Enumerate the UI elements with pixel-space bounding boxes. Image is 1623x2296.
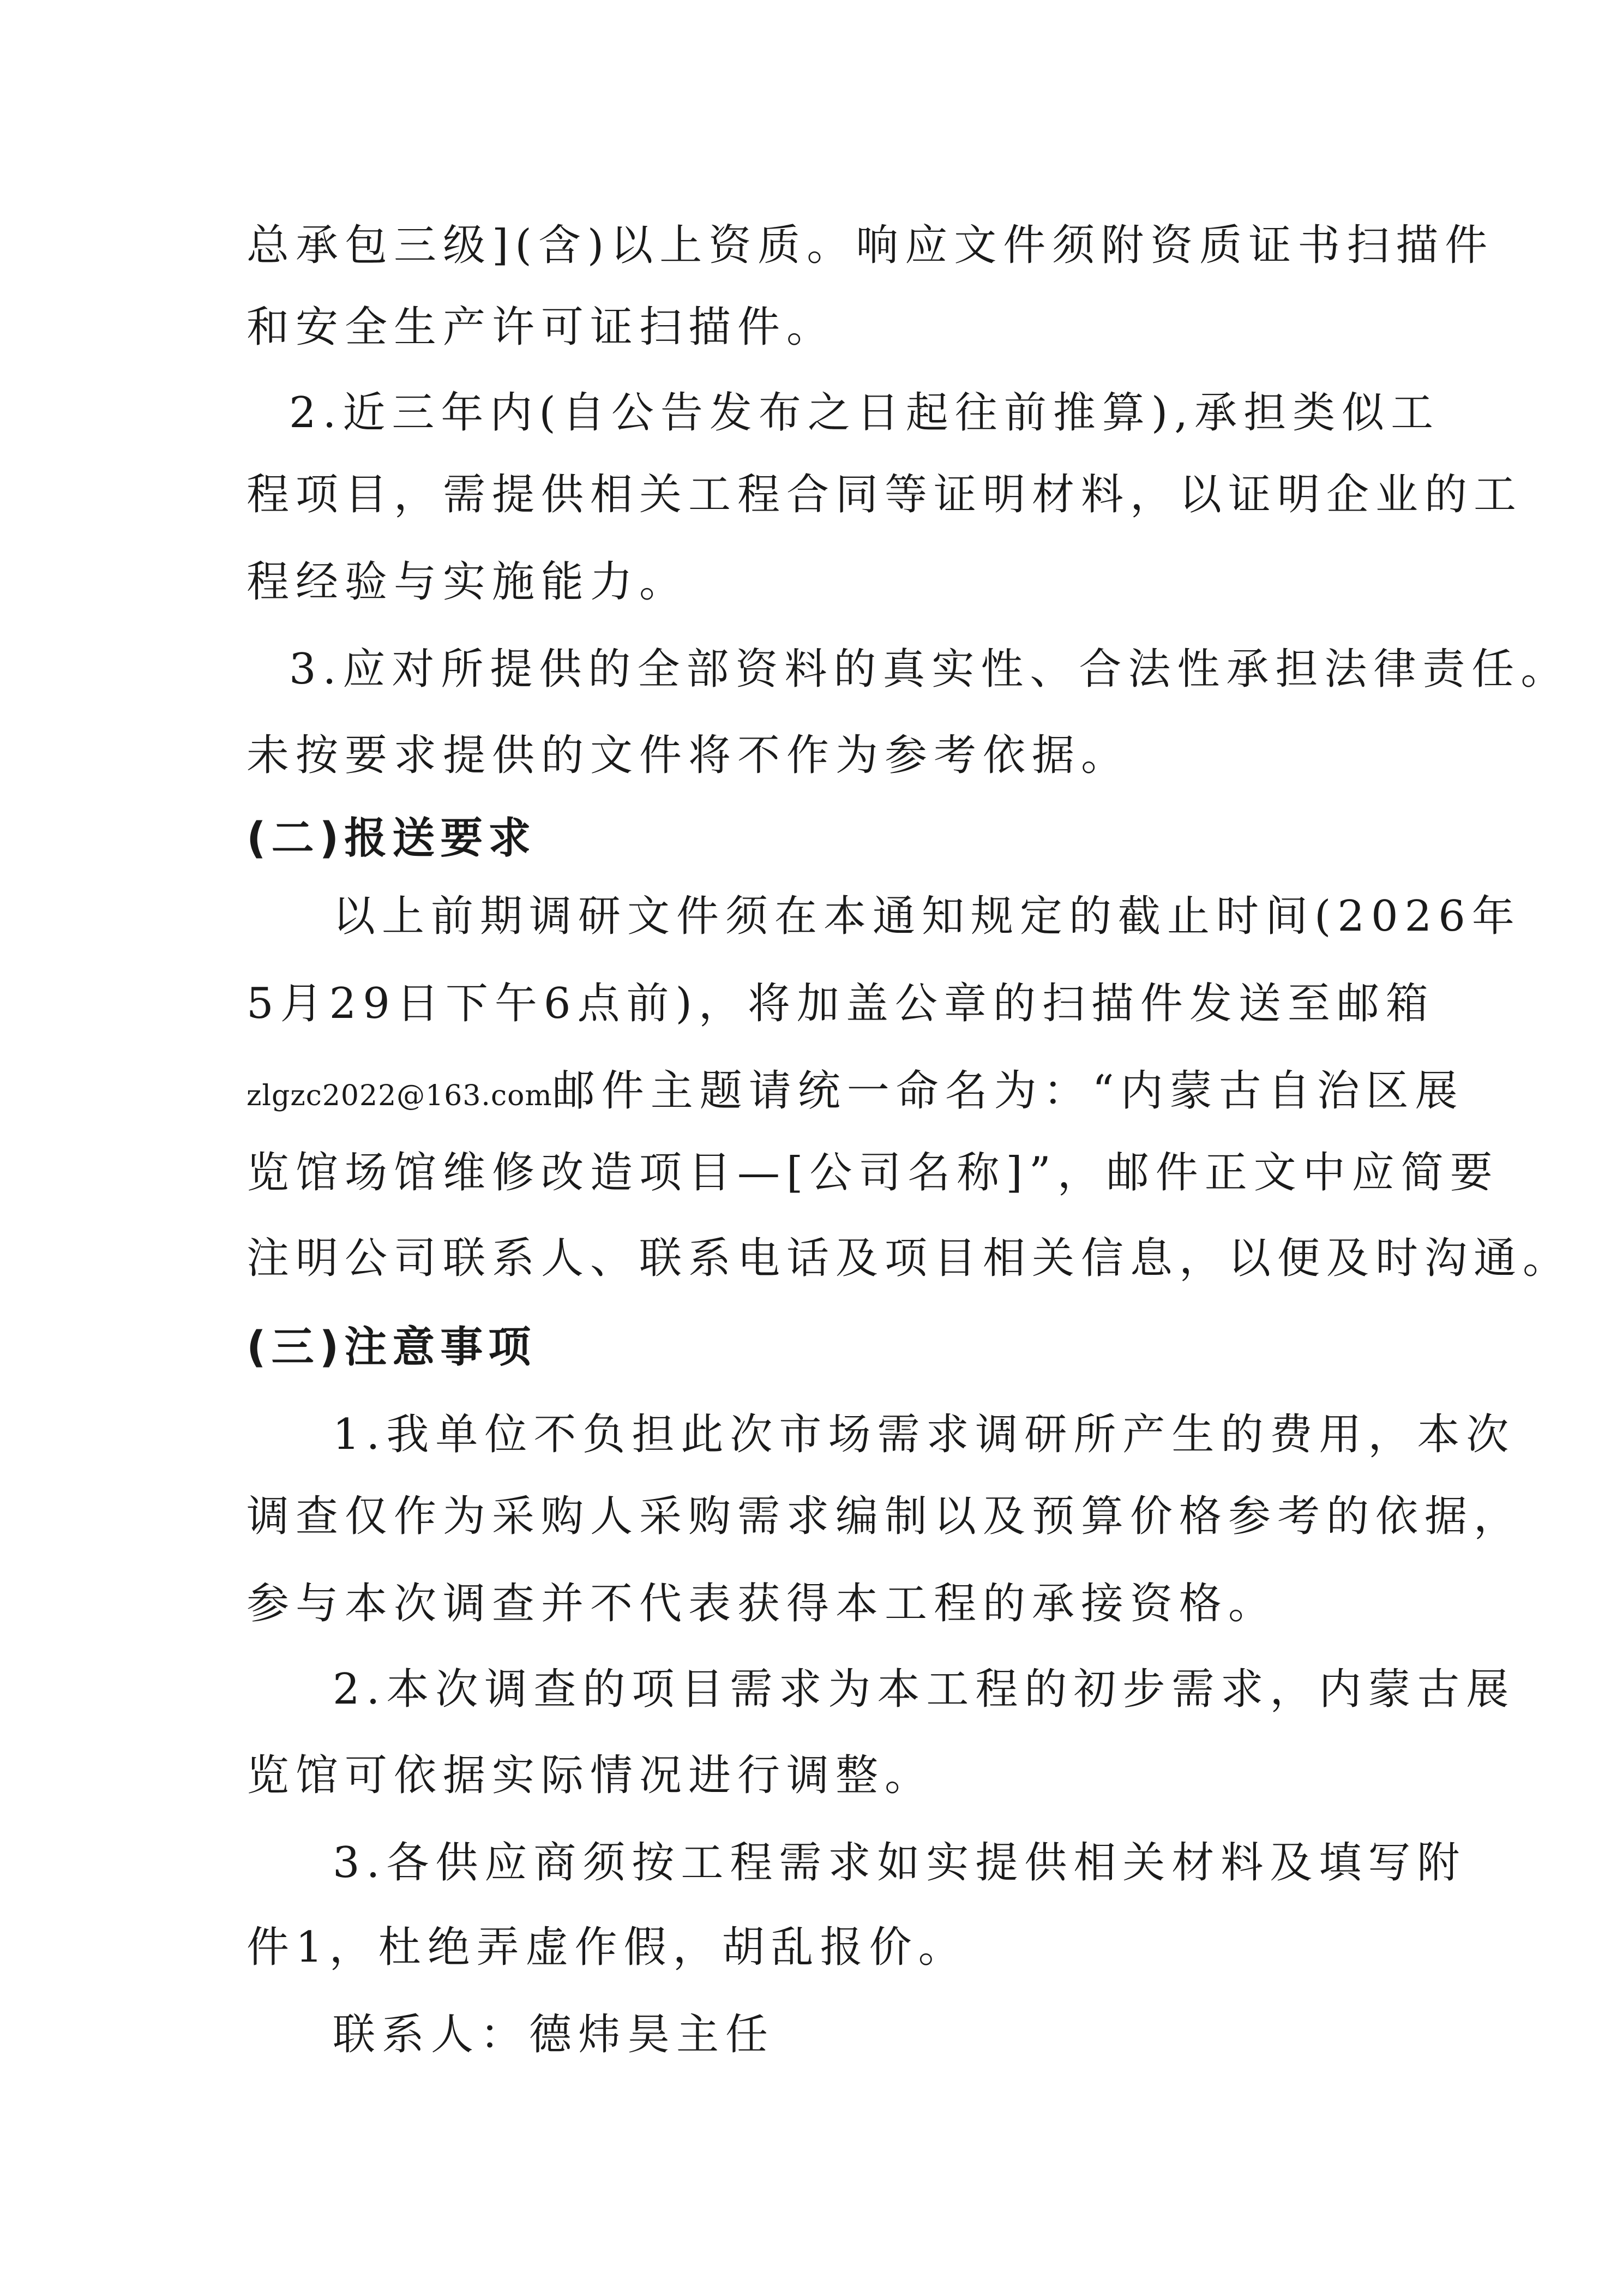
paragraph-line: 程项目，需提供相关工程合同等证明材料，以证明企业的工	[247, 470, 1523, 519]
paragraph-line: 1.我单位不负担此次市场需求调研所产生的费用，本次	[333, 1410, 1516, 1459]
paragraph-line: 以上前期调研文件须在本通知规定的截止时间(2026年	[333, 892, 1521, 941]
paragraph-line: 3.应对所提供的全部资料的真实性、合法性承担法律责任。	[289, 645, 1570, 694]
paragraph-line: 览馆场馆维修改造项目—[公司名称]”，邮件正文中应简要	[247, 1148, 1499, 1197]
paragraph-line: 参与本次调查并不代表获得本工程的承接资格。	[247, 1579, 1278, 1628]
email-line-text: 邮件主题请统一命名为：“内蒙古自治区展	[552, 1066, 1464, 1116]
paragraph-line: 览馆可依据实际情况进行调整。	[247, 1751, 934, 1800]
paragraph-line: 未按要求提供的文件将不作为参考依据。	[247, 731, 1131, 780]
email-address: zlgzc2022@163.com	[247, 1080, 552, 1112]
section-heading-notes: (三)注意事项	[247, 1323, 537, 1372]
email-line	[247, 1064, 1464, 1123]
paragraph-line: 总承包三级](含)以上资质。响应文件须附资质证书扫描件	[247, 221, 1494, 270]
paragraph-line: 和安全生产许可证扫描件。	[247, 303, 836, 352]
paragraph-line: 5月29日下午6点前)，将加盖公章的扫描件发送至邮箱	[247, 979, 1435, 1028]
paragraph-line: 2.近三年内(自公告发布之日起往前推算),承担类似工	[289, 388, 1440, 437]
contact-line: 联系人：德炜昊主任	[333, 2010, 775, 2059]
paragraph-line: 调查仅作为采购人采购需求编制以及预算价格参考的依据，	[247, 1492, 1523, 1541]
paragraph-line: 2.本次调查的项目需求为本工程的初步需求，内蒙古展	[333, 1665, 1516, 1714]
section-heading-submission: (二)报送要求	[247, 814, 537, 863]
paragraph-line: 件1，杜绝弄虚作假，胡乱报价。	[247, 1923, 967, 1972]
paragraph-line: 程经验与实施能力。	[247, 557, 689, 607]
paragraph-line: 3.各供应商须按工程需求如实提供相关材料及填写附	[333, 1838, 1466, 1887]
paragraph-line: 注明公司联系人、联系电话及项目相关信息，以便及时沟通。	[247, 1234, 1572, 1283]
